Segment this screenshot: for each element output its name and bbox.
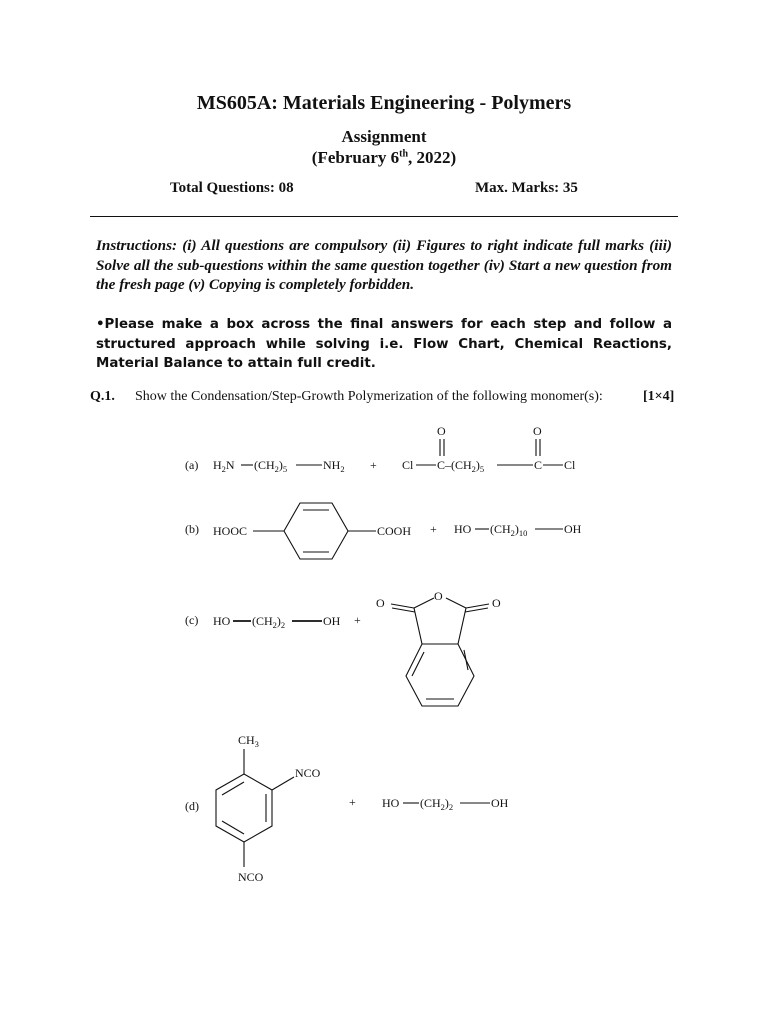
instructions: Instructions: (i) All questions are compulsory (ii) Figures to right indicate full marks (iii) Solve all the sub-questions within the same question together (iv) Start a new question from the fresh page (v) Copying is completely forbidden.	[96, 237, 672, 293]
part-b-left-group: HOOC	[213, 524, 248, 538]
phthalic-anhydride-structure	[376, 589, 501, 706]
part-b-right-group: COOH	[377, 524, 412, 538]
carbonyl-oxygen-right: O	[492, 596, 501, 610]
carbonyl-oxygen-left: O	[376, 596, 385, 610]
benzene-ring	[216, 774, 272, 842]
part-d	[185, 733, 509, 884]
bond	[272, 777, 294, 790]
benzene-ring	[406, 644, 474, 706]
part-b-label: (b)	[185, 522, 199, 536]
question-marks: [1×4]	[643, 389, 675, 404]
svg-text:(CH2)5: $(CH_2)_5$	[254, 458, 288, 474]
plus-sign: +	[354, 613, 361, 627]
part-a-monomer2: Cl	[402, 458, 414, 472]
answer-format-note: •Please make a box across the final answers for each step and follow a structured approach while solving i.e. Flow Chart, Chemical Reactions, Material Balance to attain full credit.	[96, 317, 672, 371]
ring-oxygen: O	[434, 589, 443, 603]
page-title: MS605A: Materials Engineering - Polymers	[196, 92, 572, 114]
svg-text:Cl: Cl	[564, 458, 576, 472]
svg-text:OH: OH	[564, 522, 582, 536]
svg-text:(CH2)10: $(CH_2)_{10}$	[490, 522, 528, 538]
svg-text:(CH2)2: $(CH_2)_2$	[420, 796, 454, 812]
svg-text:C–(CH2)5: $C-(CH_2)_5$	[437, 458, 485, 474]
part-a-label: (a)	[185, 458, 199, 472]
plus-sign: +	[430, 522, 437, 536]
svg-text:(CH2)2: $(CH_2)_2$	[252, 614, 286, 630]
svg-text:NH2: $NH_2$	[323, 458, 345, 474]
svg-text:O: O	[533, 424, 542, 438]
part-a-monomer1: $H_2N$	[213, 458, 235, 474]
svg-text:OH: OH	[323, 614, 341, 628]
plus-sign: +	[370, 458, 377, 472]
isocyanate-group-1: NCO	[295, 766, 321, 780]
max-marks: Max. Marks: 35	[475, 180, 578, 196]
part-c	[185, 589, 501, 706]
svg-text:OH: OH	[491, 796, 509, 810]
total-questions: Total Questions: 08	[170, 180, 294, 196]
part-b-monomer2: HO	[454, 522, 472, 536]
isocyanate-group-2: NCO	[238, 870, 264, 884]
question-text: Show the Condensation/Step-Growth Polymerization of the following monomer(s):	[135, 389, 603, 404]
part-a	[185, 424, 576, 474]
svg-text:C: C	[534, 458, 543, 472]
date-suffix: , 2022)	[408, 148, 457, 167]
part-c-label: (c)	[185, 613, 199, 627]
methyl-group: $CH_3$	[238, 733, 259, 749]
part-d-label: (d)	[185, 799, 199, 813]
date-sup: th	[399, 148, 409, 160]
assignment-label: Assignment	[341, 127, 427, 146]
svg-text:O: O	[437, 424, 446, 438]
part-b	[185, 503, 582, 559]
part-d-monomer2: HO	[382, 796, 400, 810]
question-number: Q.1.	[90, 389, 115, 404]
benzene-ring	[284, 503, 348, 559]
part-c-monomer1: HO	[213, 614, 231, 628]
date-prefix: (February 6	[311, 148, 400, 167]
plus-sign: +	[349, 795, 356, 809]
